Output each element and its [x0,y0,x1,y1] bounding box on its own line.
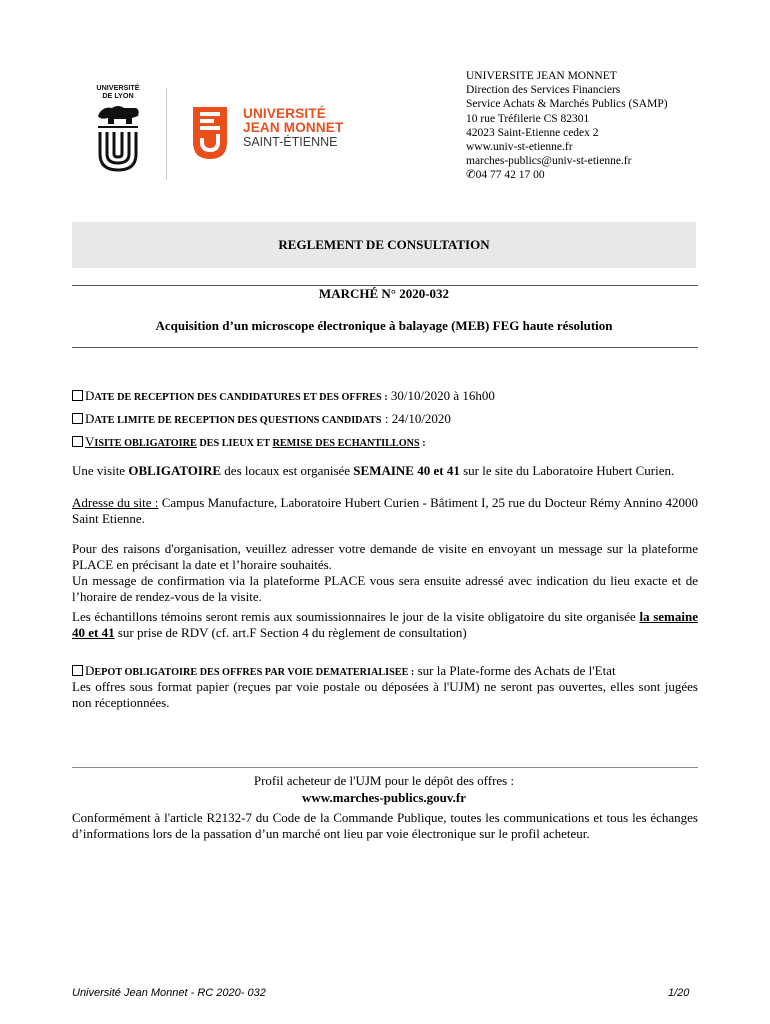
svg-text:DE LYON: DE LYON [102,91,134,100]
svg-text:UNIVERSITÉ: UNIVERSITÉ [96,83,140,92]
address-line: UNIVERSITE JEAN MONNET [466,70,617,82]
divider [72,767,698,768]
depot-paragraph: Les offres sous format papier (reçues par voie postale ou déposées à l'UJM) ne seront pas ouvertes, elles sont jugées non réceptionnées. [72,679,698,710]
questions-deadline-value: : 24/10/2020 [384,411,451,426]
site-address-paragraph: Adresse du site : Campus Manufacture, Laboratoire Hubert Curien - Bâtiment I, 25 rue du Docteur Rémy Annino 42000 Saint Etienne. [72,495,698,526]
email-link[interactable]: marches-publics@univ-st-etienne.fr [466,155,632,168]
checkbox-icon [72,436,83,447]
bullet-questions-deadline: DATE LIMITE DE RECEPTION DES QUESTIONS CANDIDATS : 24/10/2020 [72,411,451,427]
checkbox-icon [72,665,83,676]
divider [72,347,698,348]
phone-number: ✆04 77 42 17 00 [466,169,545,182]
ujm-logo-city: SAINT-ÉTIENNE [243,135,338,149]
ujm-logo-line-2: JEAN MONNET [243,120,344,135]
checkbox-icon [72,413,83,424]
visit-paragraph: Une visite OBLIGATOIRE des locaux est organisée SEMAINE 40 et 41 sur le site du Laboratoire Hubert Curien. [72,463,675,478]
visit-request-paragraph: Pour des raisons d'organisation, veuillez adresser votre demande de visite en envoyant un message sur la plateforme PLACE en précisant la date et l’horaire souhaités. [72,541,698,572]
ujm-logo-text [243,107,343,149]
address-line: 42023 Saint-Etienne cedex 2 [466,126,599,139]
universite-de-lyon-logo [92,82,144,176]
bullet-visite: VISITE OBLIGATOIRE DES LIEUX ET REMISE DES ECHANTILLONS : [72,434,426,450]
address-line: 10 rue Tréfilerie CS 82301 [466,112,590,125]
logo-divider [166,88,167,180]
footer-document-reference: Université Jean Monnet - RC 2020- 032 [72,987,266,999]
marche-number: MARCHÉ N° 2020-032 [318,286,450,301]
address-line: Service Achats & Marchés Publics (SAMP) [466,98,668,111]
ujm-logo-mark [190,104,230,162]
footer-page-number: 1/20 [668,987,690,999]
ujm-logo-line-1: UNIVERSITÉ [243,106,327,121]
reception-date-value: 30/10/2020 à 16h00 [390,388,495,403]
marche-subject: Acquisition d’un microscope électronique à balayage (MEB) FEG haute résolution [155,318,613,333]
buyer-profile-url[interactable]: www.marches-publics.gouv.fr [301,790,467,805]
bullet-depot: DEPOT OBLIGATOIRE DES OFFRES PAR VOIE DEMATERIALISEE : sur la Plate-forme des Achats de l'Etat [72,663,616,679]
samples-paragraph: Les échantillons témoins seront remis aux soumissionnaires le jour de la visite obligatoire du site organisée la semaine 40 et 41 sur prise de RDV (cf. art.F Section 4 du règlement de consultation) [72,609,698,640]
confirmation-paragraph: Un message de confirmation via la plateforme PLACE vous sera ensuite adressé avec indication du lieu exacte et de l’horaire de rendez-vous de la visite. [72,573,698,604]
website-link[interactable]: www.univ-st-etienne.fr [466,141,573,154]
buyer-profile [72,772,696,806]
address-block [466,69,668,183]
buyer-profile-label: Profil acheteur de l'UJM pour le dépôt des offres : [253,773,515,788]
bullet-reception-date: DATE DE RECEPTION DES CANDIDATURES ET DES OFFRES : 30/10/2020 à 16h00 [72,388,495,404]
electronic-communication-paragraph: Conformément à l'article R2132-7 du Code de la Commande Publique, toutes les communications et tous les échanges d’informations lors de la passation d’un marché ont lieu par voie électronique sur le profil acheteur. [72,810,698,841]
document-title: REGLEMENT DE CONSULTATION [278,237,490,252]
address-line: Direction des Services Financiers [466,84,621,97]
checkbox-icon [72,390,83,401]
